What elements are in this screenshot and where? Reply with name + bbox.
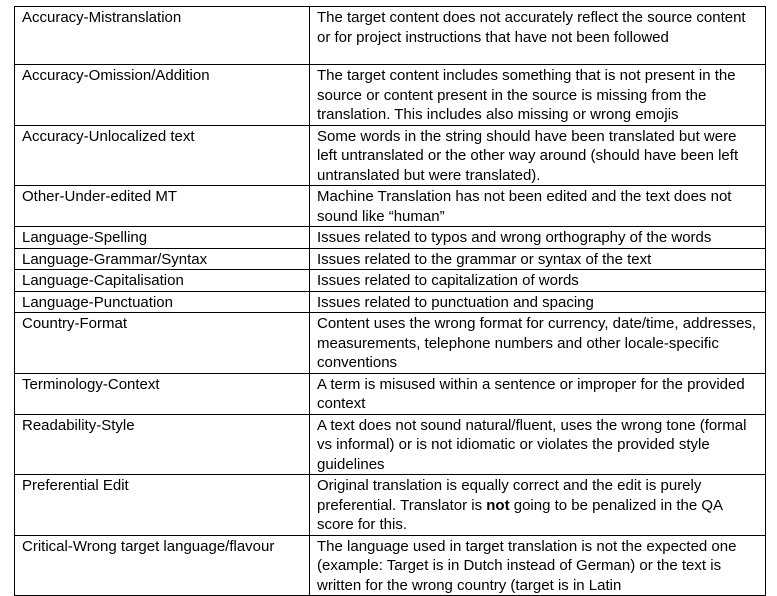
category-cell: Critical-Wrong target language/flavour — [15, 535, 310, 596]
table-row — [15, 373, 766, 414]
description-cell: Issues related to the grammar or syntax of the text — [310, 248, 766, 270]
description-cell: Issues related to typos and wrong orthography of the words — [310, 227, 766, 249]
description-text: Original translation is equally correct and the edit is purely preferential. Translator is — [317, 477, 702, 514]
description-cell: Issues related to capitalization of words — [310, 270, 766, 292]
table-row — [15, 270, 766, 292]
category-cell: Language-Capitalisation — [15, 270, 310, 292]
description-cell: The language used in target translation is not the expected one (example: Target is in Dutch instead of German) or the text is written for the wrong country (target is in Latin — [310, 535, 766, 596]
description-cell: A term is misused within a sentence or improper for the provided context — [310, 373, 766, 414]
description-cell: Issues related to punctuation and spacing — [310, 291, 766, 313]
table-row — [15, 227, 766, 249]
category-cell: Other-Under-edited MT — [15, 186, 310, 227]
category-cell: Language-Spelling — [15, 227, 310, 249]
description-cell: Content uses the wrong format for currency, date/time, addresses, measurements, telephone numbers and other locale-specific conventions — [310, 313, 766, 374]
description-cell: The target content does not accurately reflect the source content or for project instructions that have not been followed — [310, 7, 766, 65]
table-row — [15, 475, 766, 536]
table-row — [15, 7, 766, 65]
description-cell: Some words in the string should have been translated but were left untranslated or the other way around (should have been left untranslated but were translated). — [310, 125, 766, 186]
table-row — [15, 65, 766, 126]
table-row — [15, 291, 766, 313]
table-row — [15, 535, 766, 596]
description-cell: A text does not sound natural/fluent, uses the wrong tone (formal vs informal) or is not idiomatic or violates the provided style guidelines — [310, 414, 766, 475]
table-row — [15, 186, 766, 227]
description-text: going to be penalized in the QA score for this. — [317, 496, 723, 533]
table-row — [15, 313, 766, 374]
table-row — [15, 125, 766, 186]
category-cell: Language-Grammar/Syntax — [15, 248, 310, 270]
category-cell: Preferential Edit — [15, 475, 310, 536]
category-cell: Accuracy-Omission/Addition — [15, 65, 310, 126]
category-cell: Language-Punctuation — [15, 291, 310, 313]
error-category-table — [14, 6, 766, 596]
category-cell: Accuracy-Mistranslation — [15, 7, 310, 65]
category-cell: Terminology-Context — [15, 373, 310, 414]
table-row — [15, 414, 766, 475]
category-cell: Readability-Style — [15, 414, 310, 475]
description-cell: Machine Translation has not been edited and the text does not sound like “human” — [310, 186, 766, 227]
table-row — [15, 248, 766, 270]
description-cell — [310, 475, 766, 536]
emphasis-text: not — [486, 496, 510, 514]
category-cell: Accuracy-Unlocalized text — [15, 125, 310, 186]
description-cell: The target content includes something that is not present in the source or content present in the source is missing from the translation. This includes also missing or wrong emojis — [310, 65, 766, 126]
category-cell: Country-Format — [15, 313, 310, 374]
